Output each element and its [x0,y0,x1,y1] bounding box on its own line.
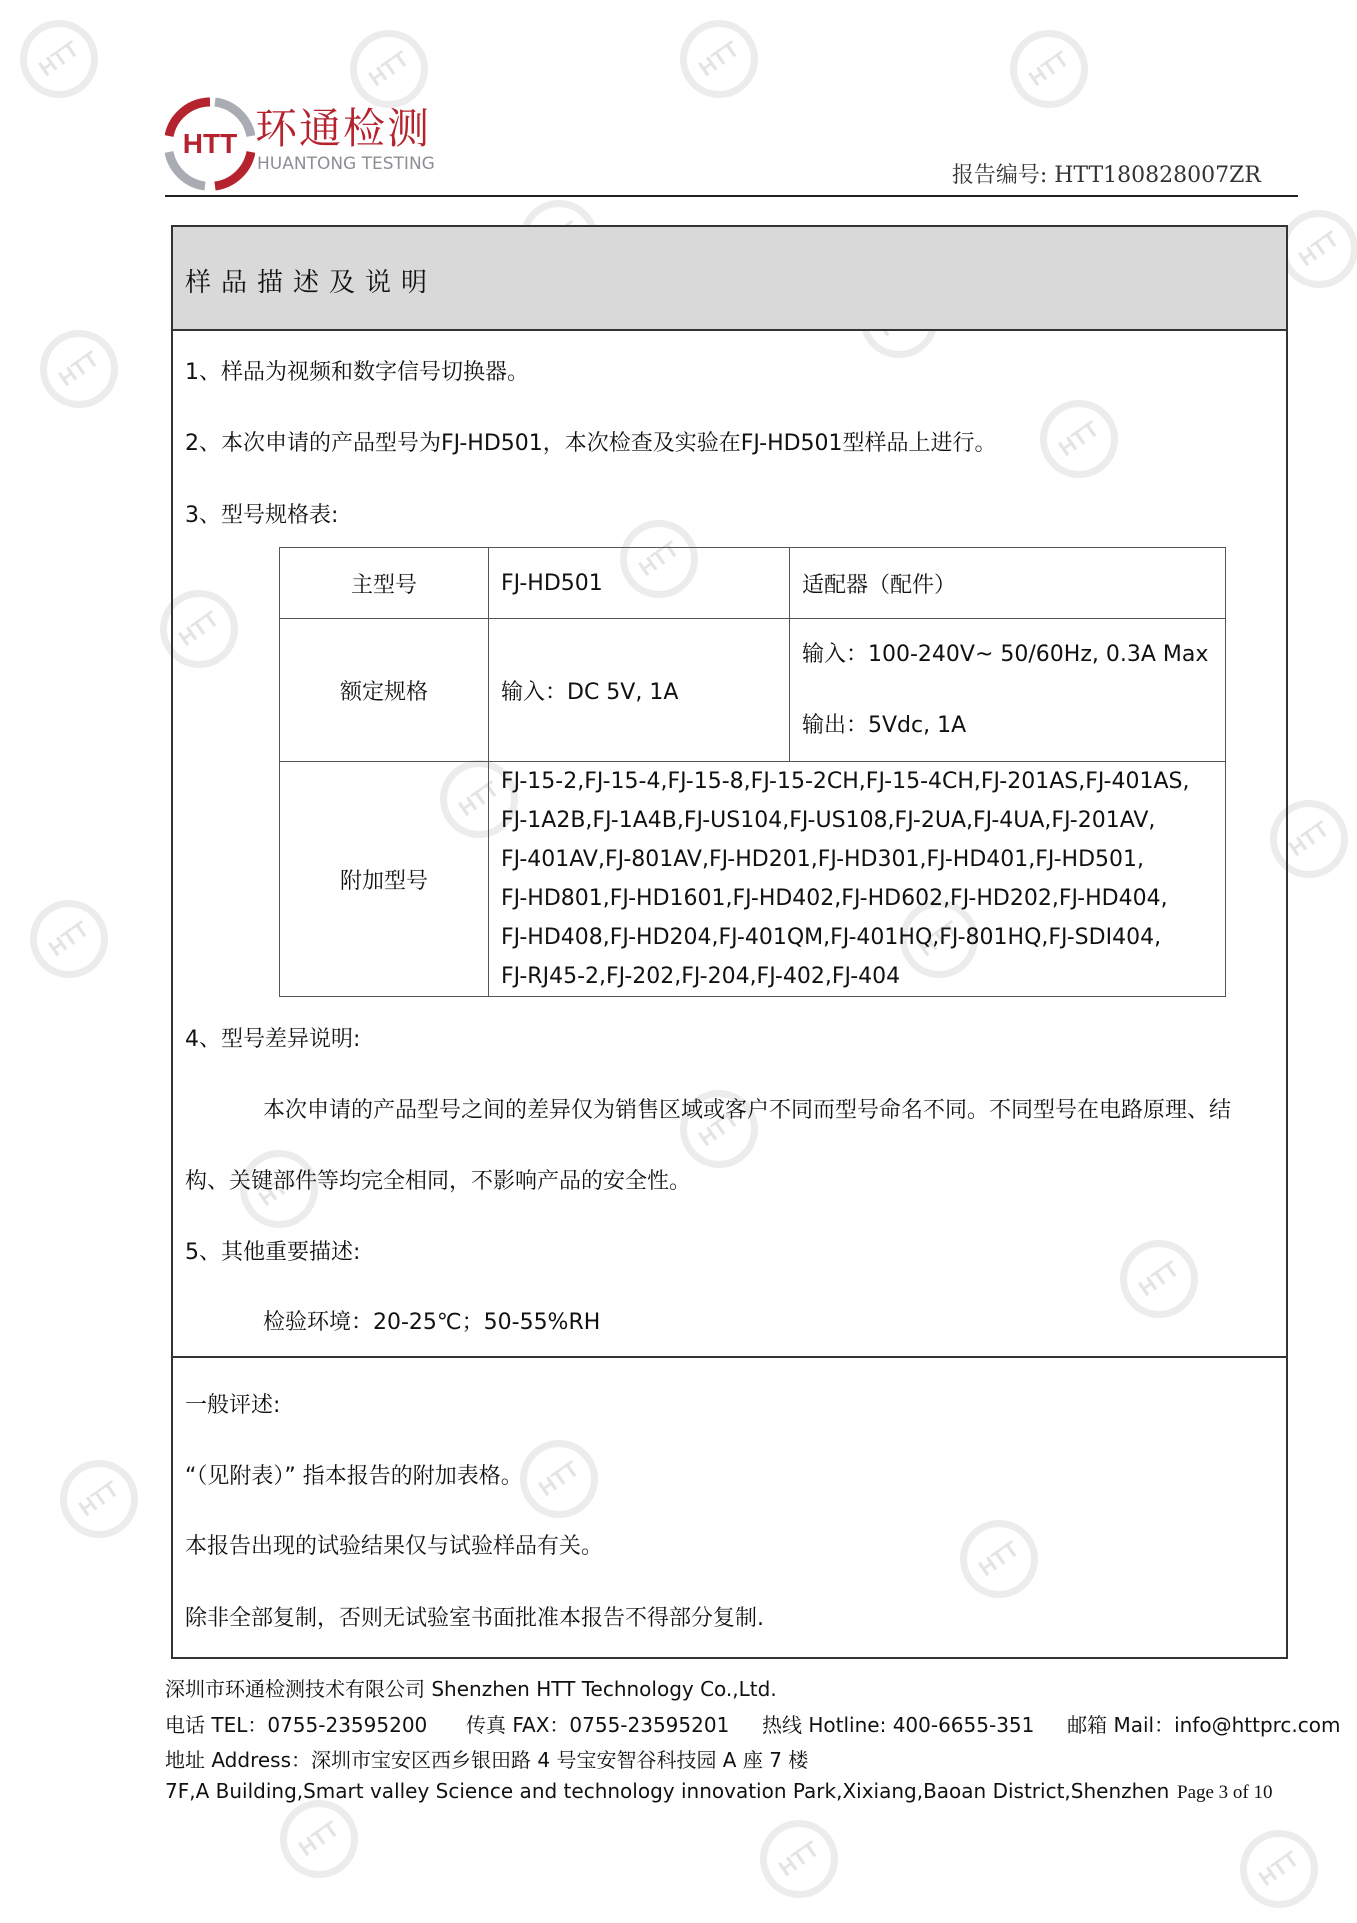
general-remark: 本报告出现的试验结果仅与试验样品有关。 [185,1534,604,1559]
footer-company: 深圳市环通检测技术有限公司 Shenzhen HTT Technology Co.,Ltd. [165,1677,777,1701]
model-line: FJ-HD801,FJ-HD1601,FJ-HD402,FJ-HD602,FJ-HD202,FJ-HD404, [501,886,1168,911]
additional-models [489,762,1226,997]
adapter-rating [790,619,1226,762]
adapter-label: 适配器（配件） [790,548,1226,619]
footer-address-en: 7F,A Building,Smart valley Science and technology innovation Park,Xixiang,Baoan District,Shenzhen [165,1779,1170,1803]
table-row [280,548,1226,619]
report-number-label: 报告编号: [951,163,1048,188]
adapter-input: 输入：100-240V~ 50/60Hz, 0.3A Max [802,642,1209,667]
item-4-text-line2: 构、关键部件等均完全相同，不影响产品的安全性。 [185,1169,692,1194]
logo-english-name: HUANTONG TESTING [257,154,435,174]
footer-mail: 邮箱 Mail：info@httprc.com [1067,1713,1341,1737]
general-remark: 除非全部复制，否则无试验室书面批准本报告不得部分复制. [185,1606,764,1631]
footer-address-cn: 地址 Address：深圳市宝安区西乡银田路 4 号宝安智谷科技园 A 座 7 楼 [165,1748,809,1772]
footer-tel: 电话 TEL：0755-23595200 [165,1713,428,1737]
model-line: FJ-HD408,FJ-HD204,FJ-401QM,FJ-401HQ,FJ-801HQ,FJ-SDI404, [501,925,1162,950]
footer-hotline: 热线 Hotline: 400-6655-351 [762,1713,1035,1737]
htt-watermark-icon [15,885,124,994]
htt-watermark-icon [995,15,1104,124]
table-row [280,619,1226,762]
row-label: 额定规格 [280,619,489,762]
item-5-title: 5、其他重要描述: [185,1240,361,1265]
report-number [952,158,1261,189]
logo-chinese-name: 环通检测 [255,104,432,153]
item-3: 3、型号规格表: [185,503,339,528]
section-title: 样品描述及说明 [185,268,438,298]
report-number-value: HTT180828007ZR [1054,163,1261,188]
item-2: 2、本次申请的产品型号为FJ-HD501，本次检查及实验在FJ-HD501型样品上进行。 [185,431,997,456]
item-4-title: 4、型号差异说明: [185,1027,361,1052]
row-label: 附加型号 [280,762,489,997]
adapter-output: 输出：5Vdc, 1A [802,713,967,738]
model-line: FJ-401AV,FJ-801AV,FJ-HD201,FJ-HD301,FJ-HD401,FJ-HD501, [501,847,1145,872]
test-environment: 检验环境：20-25℃；50-55%RH [263,1310,601,1335]
table-row [280,762,1226,997]
htt-watermark-icon [665,5,774,114]
footer-fax: 传真 FAX：0755-23595201 [465,1713,730,1737]
htt-watermark-icon [745,1805,854,1914]
htt-watermark-icon [25,315,134,424]
row-label: 主型号 [280,548,489,619]
item-1: 1、样品为视频和数字信号切换器。 [185,360,529,385]
htt-ring-logo-icon [165,96,255,192]
svg-text:HTT: HTT [182,128,238,159]
footer-contacts [165,1709,1341,1738]
htt-watermark-icon [45,1445,154,1554]
rated-input-value: 输入：DC 5V, 1A [489,619,790,762]
main-model-value: FJ-HD501 [489,548,790,619]
htt-watermark-icon [1225,1815,1334,1923]
model-line: FJ-1A2B,FJ-1A4B,FJ-US104,FJ-US108,FJ-2UA,FJ-4UA,FJ-201AV, [501,808,1156,833]
general-remarks-title: 一般评述: [185,1393,281,1418]
page-number: Page 3 of 10 [1177,1782,1273,1803]
model-line: FJ-RJ45-2,FJ-202,FJ-204,FJ-402,FJ-404 [501,964,901,989]
model-spec-table [279,547,1226,997]
general-remark: “（见附表）” 指本报告的附加表格。 [185,1464,523,1489]
header-divider [165,195,1298,197]
section-divider [171,1356,1288,1358]
company-logo [165,96,445,192]
htt-watermark-icon [5,5,114,114]
item-4-text-line1: 本次申请的产品型号之间的差异仅为销售区域或客户不同而型号命名不同。不同型号在电路原理、结 [263,1098,1232,1123]
model-line: FJ-15-2,FJ-15-4,FJ-15-8,FJ-15-2CH,FJ-15-4CH,FJ-201AS,FJ-401AS, [501,769,1190,794]
